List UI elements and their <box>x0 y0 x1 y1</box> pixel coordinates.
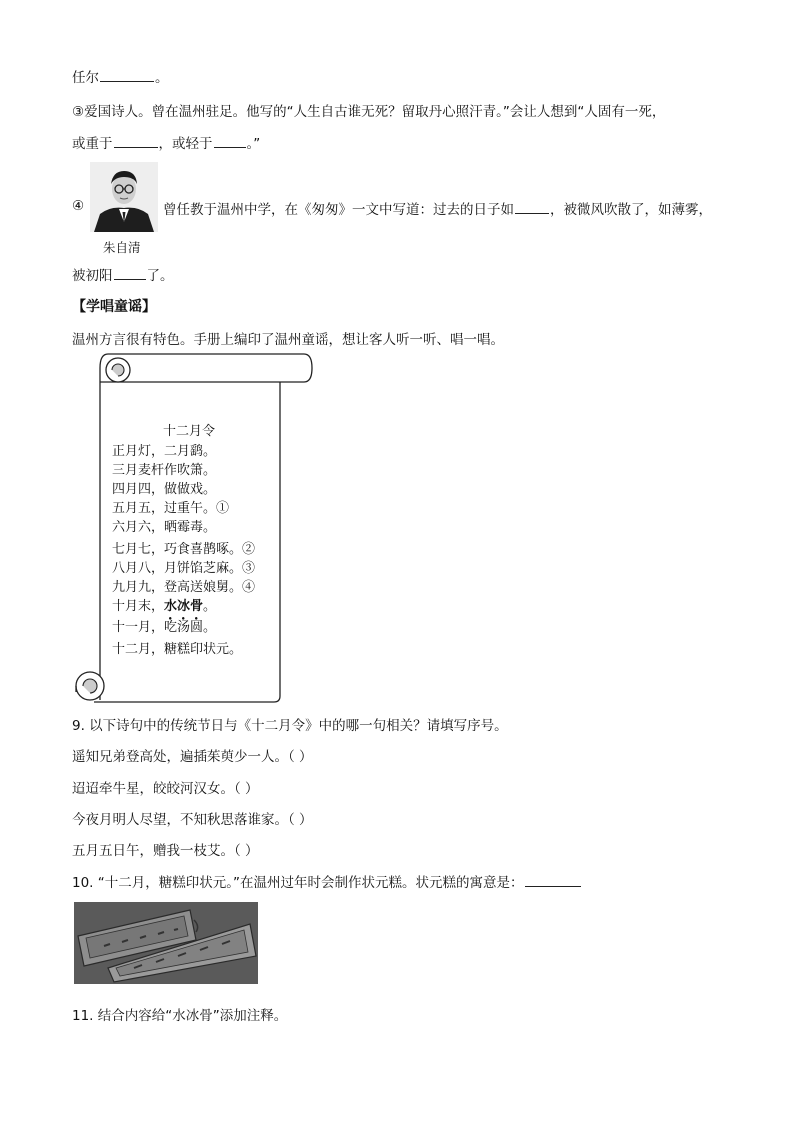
question-11-stem: 11. 结合内容给“水冰骨”添加注释。 <box>72 1008 288 1024</box>
portrait-illustration <box>90 162 158 232</box>
question-10-stem: 10. “十二月，糖糕印状元。”在温州过年时会制作状元糕。状元糕的寓意是： <box>72 875 524 891</box>
portrait-photo <box>90 162 158 232</box>
poem-line: 十二月，糖糕印状元。 <box>112 642 243 657</box>
question-9-option[interactable]: 今夜月明人尽望，不知秋思落谁家。（ ） <box>72 812 313 828</box>
answer-blank[interactable] <box>114 135 158 148</box>
item-4-marker: ④ <box>72 198 85 214</box>
poem-line-10-c: 。 <box>203 599 217 614</box>
question-10 <box>72 871 582 891</box>
poem-line: 四月四，做做戏。 <box>112 482 217 497</box>
item-3-line2-c: 。” <box>246 136 261 152</box>
answer-blank[interactable] <box>214 135 246 148</box>
emphasized-phrase: 水冰骨 <box>164 599 204 614</box>
item-4-text-a: 曾任教于温州中学，在《匆匆》一文中写道：过去的日子如 <box>163 202 514 218</box>
portrait-caption: 朱自清 <box>103 240 141 255</box>
fill-line-1 <box>72 66 169 86</box>
section-intro: 温州方言很有特色。手册上编印了温州童谣，想让客人听一听、唱一唱。 <box>72 332 504 348</box>
item-4-line2-a: 被初阳 <box>72 268 113 284</box>
poem-line: 八月八，月饼馅芝麻。③ <box>112 561 256 576</box>
item-3-line-2 <box>72 132 260 152</box>
item-4-line-2 <box>72 264 174 284</box>
answer-blank[interactable] <box>525 874 581 887</box>
poem-line: 六月六，晒霉毒。 <box>112 520 217 535</box>
line-1-suffix: 。 <box>155 70 169 86</box>
question-9-option[interactable]: 迢迢牵牛星，皎皎河汉女。（ ） <box>72 781 259 797</box>
poem-line-10-a: 十月末， <box>112 599 165 614</box>
poem-line: 五月五，过重午。① <box>112 501 230 516</box>
item-4-line2-b: 了。 <box>146 268 174 284</box>
line-1-prefix: 任尔 <box>72 70 99 86</box>
poem-line: 七月七，巧食喜鹊啄。② <box>112 542 256 557</box>
answer-blank[interactable] <box>515 201 549 214</box>
cake-mold-photo <box>74 902 258 984</box>
item-3-line2-b: ，或轻于 <box>158 136 213 152</box>
item-4-text-b: ，被微风吹散了，如薄雾， <box>550 202 712 218</box>
poem-title: 十二月令 <box>163 424 216 439</box>
answer-blank[interactable] <box>114 267 146 280</box>
answer-blank[interactable] <box>100 69 154 82</box>
poem-line: 十一月，吃汤圆。 <box>112 620 217 635</box>
question-9-stem: 9. 以下诗句中的传统节日与《十二月令》中的哪一句相关？请填写序号。 <box>72 718 508 734</box>
question-9-option[interactable]: 遥知兄弟登高处，遍插茱萸少一人。（ ） <box>72 749 313 765</box>
item-3-text: ③爱国诗人。曾在温州驻足。他写的“人生自古谁无死？留取丹心照汗青。”会让人想到“人固有一死， <box>72 104 666 120</box>
item-3-line2-a: 或重于 <box>72 136 113 152</box>
cake-mold-illustration <box>74 902 258 984</box>
poem-line: 三月麦杆作吹箫。 <box>112 463 217 478</box>
section-title: 【学唱童谣】 <box>72 299 156 315</box>
poem-line: 九月九，登高送娘舅。④ <box>112 580 256 595</box>
poem-line: 正月灯，二月鹞。 <box>112 444 217 459</box>
item-4-line-1 <box>163 198 712 218</box>
question-9-option[interactable]: 五月五日午，赠我一枝艾。（ ） <box>72 843 259 859</box>
